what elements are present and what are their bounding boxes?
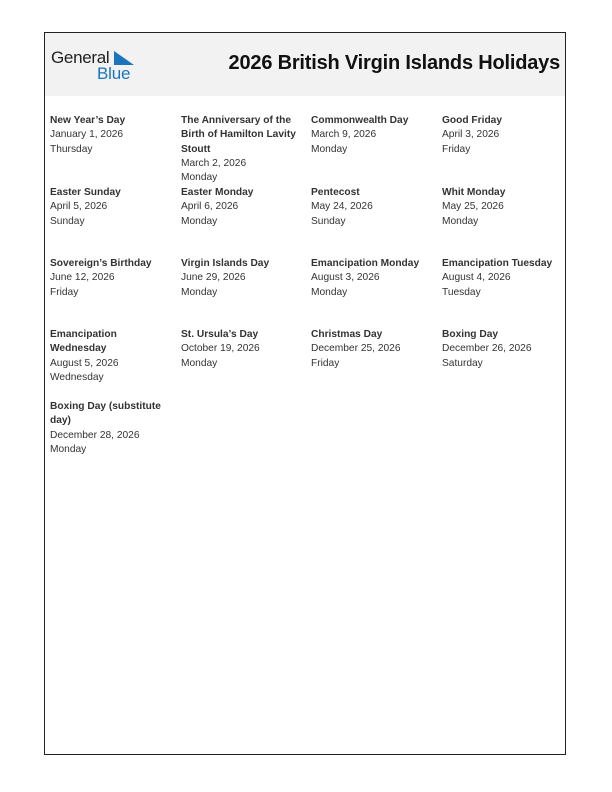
logo-triangle-icon bbox=[112, 51, 136, 65]
holiday-date: April 5, 2026 bbox=[50, 201, 108, 213]
holiday-item bbox=[311, 257, 435, 300]
holiday-name: Emancipation Tuesday bbox=[442, 258, 553, 269]
holiday-date: August 4, 2026 bbox=[442, 272, 511, 284]
holiday-date: June 29, 2026 bbox=[181, 272, 246, 284]
holiday-item bbox=[50, 186, 174, 229]
holiday-weekday: Wednesday bbox=[50, 371, 104, 383]
holiday-name: Emancipation Wednesday bbox=[50, 329, 117, 355]
holiday-item bbox=[442, 114, 566, 157]
holiday-date: March 2, 2026 bbox=[181, 157, 247, 169]
holiday-item bbox=[50, 257, 174, 300]
holiday-weekday: Saturday bbox=[442, 357, 483, 369]
holiday-item bbox=[181, 257, 305, 300]
holiday-name: St. Ursula’s Day bbox=[181, 329, 259, 340]
holiday-weekday: Monday bbox=[181, 215, 218, 227]
holiday-weekday: Thursday bbox=[50, 143, 93, 155]
logo-word-general: General bbox=[51, 48, 110, 67]
holiday-name: Boxing Day (substitute day) bbox=[50, 401, 161, 427]
holiday-date: December 25, 2026 bbox=[311, 343, 401, 355]
holiday-weekday: Monday bbox=[311, 143, 348, 155]
holiday-weekday: Friday bbox=[50, 286, 79, 298]
holiday-date: May 24, 2026 bbox=[311, 201, 373, 213]
holiday-weekday: Friday bbox=[442, 143, 471, 155]
holiday-item bbox=[442, 328, 566, 371]
holiday-item bbox=[442, 186, 566, 229]
holiday-date: August 5, 2026 bbox=[50, 357, 119, 369]
holiday-name: Whit Monday bbox=[442, 187, 506, 198]
holiday-date: October 19, 2026 bbox=[181, 343, 260, 355]
holiday-item bbox=[181, 328, 305, 371]
holiday-weekday: Monday bbox=[311, 286, 348, 298]
holiday-date: December 26, 2026 bbox=[442, 343, 532, 355]
holiday-weekday: Tuesday bbox=[442, 286, 481, 298]
holiday-name: Sovereign’s Birthday bbox=[50, 258, 152, 269]
page-title: 2026 British Virgin Islands Holidays bbox=[228, 52, 560, 74]
holiday-date: April 6, 2026 bbox=[181, 201, 239, 213]
generalblue-logo[interactable] bbox=[51, 48, 141, 84]
holiday-name: Good Friday bbox=[442, 115, 502, 126]
holiday-item bbox=[181, 114, 305, 185]
holiday-name: Pentecost bbox=[311, 187, 360, 198]
calendar-page bbox=[44, 32, 566, 755]
holiday-weekday: Monday bbox=[50, 443, 87, 455]
holiday-weekday: Monday bbox=[181, 286, 218, 298]
holiday-weekday: Sunday bbox=[311, 215, 346, 227]
logo-word-blue: Blue bbox=[97, 64, 131, 83]
holiday-item bbox=[311, 186, 435, 229]
holiday-weekday: Friday bbox=[311, 357, 340, 369]
holiday-item bbox=[50, 400, 174, 457]
holiday-date: August 3, 2026 bbox=[311, 272, 380, 284]
holiday-date: May 25, 2026 bbox=[442, 201, 504, 213]
page-header bbox=[45, 33, 565, 96]
holiday-weekday: Monday bbox=[181, 357, 218, 369]
holiday-date: April 3, 2026 bbox=[442, 129, 500, 141]
holiday-weekday: Monday bbox=[181, 172, 218, 184]
holiday-item bbox=[311, 114, 435, 157]
holiday-item bbox=[311, 328, 435, 371]
holiday-item bbox=[442, 257, 566, 300]
holiday-date: March 9, 2026 bbox=[311, 129, 377, 141]
holiday-name: Boxing Day bbox=[442, 329, 499, 340]
holiday-name: Commonwealth Day bbox=[311, 115, 409, 126]
holiday-date: December 28, 2026 bbox=[50, 429, 140, 441]
holiday-name: Virgin Islands Day bbox=[181, 258, 270, 269]
holiday-name: Christmas Day bbox=[311, 329, 383, 340]
holiday-weekday: Sunday bbox=[50, 215, 85, 227]
holiday-name: Easter Sunday bbox=[50, 187, 121, 198]
holiday-date: June 12, 2026 bbox=[50, 272, 115, 284]
holiday-item bbox=[181, 186, 305, 229]
holiday-name: The Anniversary of the Birth of Hamilton Lavity Stoutt bbox=[181, 115, 296, 155]
holiday-date: January 1, 2026 bbox=[50, 129, 124, 141]
holiday-weekday: Monday bbox=[442, 215, 479, 227]
holiday-name: Emancipation Monday bbox=[311, 258, 420, 269]
holiday-item bbox=[50, 328, 174, 385]
holiday-name: Easter Monday bbox=[181, 187, 254, 198]
holiday-name: New Year’s Day bbox=[50, 115, 126, 126]
holiday-item bbox=[50, 114, 174, 157]
